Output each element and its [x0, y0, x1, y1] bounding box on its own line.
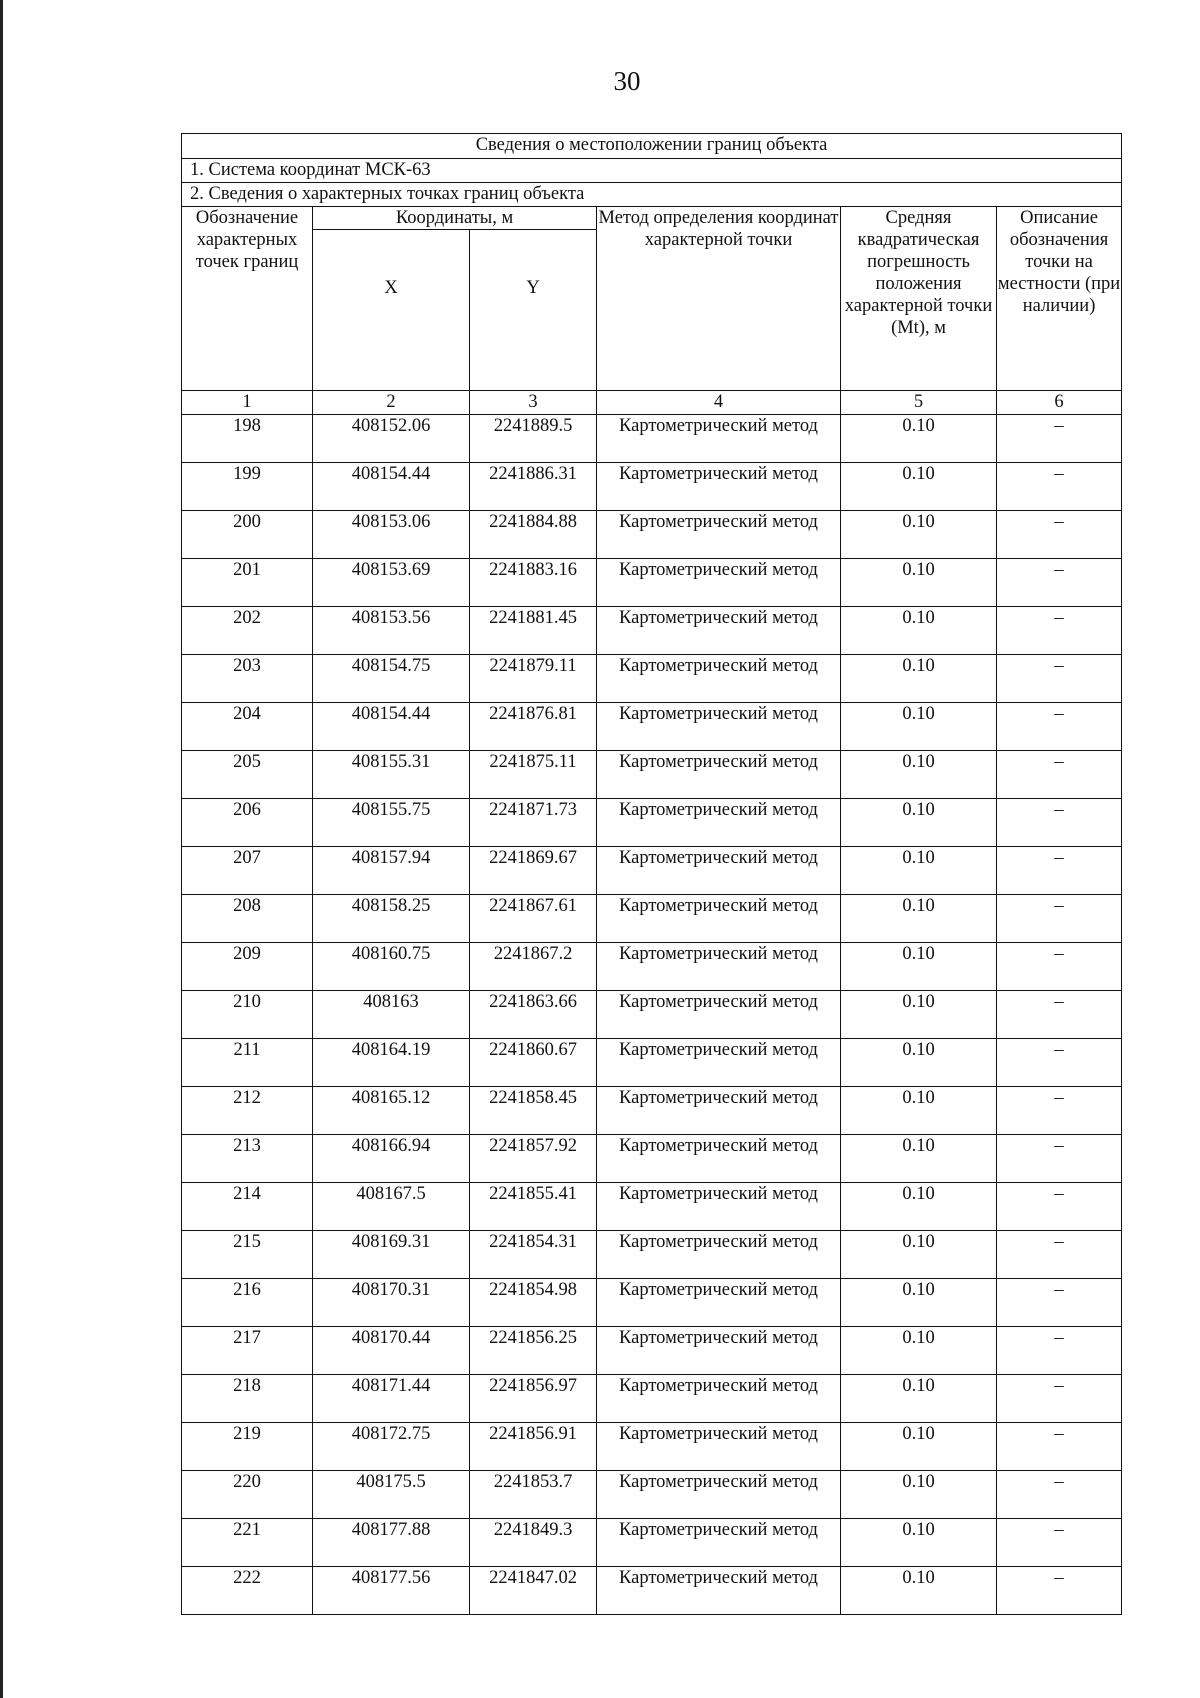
mean-error-cell: 0.10: [841, 1567, 997, 1615]
header-point-id: Обозначение характерных точек границ: [182, 207, 313, 391]
table-row: [182, 1135, 1122, 1183]
description-cell: –: [997, 607, 1122, 655]
table-row: [182, 991, 1122, 1039]
point-id-cell: 204: [182, 703, 313, 751]
y-coordinate-cell: 2241875.11: [470, 751, 597, 799]
description-cell: –: [997, 799, 1122, 847]
table-row: [182, 1375, 1122, 1423]
table-row: [182, 847, 1122, 895]
column-numbers-row: [182, 391, 1122, 415]
table-row: [182, 1087, 1122, 1135]
method-cell: Картометрический метод: [597, 1087, 841, 1135]
y-coordinate-cell: 2241863.66: [470, 991, 597, 1039]
x-coordinate-cell: 408165.12: [313, 1087, 470, 1135]
mean-error-cell: 0.10: [841, 799, 997, 847]
mean-error-cell: 0.10: [841, 1279, 997, 1327]
method-cell: Картометрический метод: [597, 1183, 841, 1231]
x-coordinate-cell: 408169.31: [313, 1231, 470, 1279]
x-coordinate-cell: 408164.19: [313, 1039, 470, 1087]
x-coordinate-cell: 408153.06: [313, 511, 470, 559]
table-row: [182, 415, 1122, 463]
x-coordinate-cell: 408153.69: [313, 559, 470, 607]
point-id-cell: 215: [182, 1231, 313, 1279]
method-cell: Картометрический метод: [597, 1567, 841, 1615]
method-cell: Картометрический метод: [597, 1231, 841, 1279]
y-coordinate-cell: 2241854.98: [470, 1279, 597, 1327]
table-row: [182, 703, 1122, 751]
x-coordinate-cell: 408175.5: [313, 1471, 470, 1519]
x-coordinate-cell: 408166.94: [313, 1135, 470, 1183]
y-coordinate-cell: 2241886.31: [470, 463, 597, 511]
table-row: [182, 1039, 1122, 1087]
mean-error-cell: 0.10: [841, 511, 997, 559]
x-coordinate-cell: 408177.88: [313, 1519, 470, 1567]
mean-error-cell: 0.10: [841, 1231, 997, 1279]
description-cell: –: [997, 895, 1122, 943]
description-cell: –: [997, 1375, 1122, 1423]
description-cell: –: [997, 847, 1122, 895]
method-cell: Картометрический метод: [597, 415, 841, 463]
table-row: [182, 607, 1122, 655]
y-coordinate-cell: 2241871.73: [470, 799, 597, 847]
x-coordinate-cell: 408160.75: [313, 943, 470, 991]
header-method: Метод определения координат характерной точки: [597, 207, 841, 391]
description-cell: –: [997, 1039, 1122, 1087]
method-cell: Картометрический метод: [597, 847, 841, 895]
mean-error-cell: 0.10: [841, 847, 997, 895]
header-y: [470, 230, 597, 391]
table-row: [182, 511, 1122, 559]
mean-error-cell: 0.10: [841, 655, 997, 703]
description-cell: –: [997, 463, 1122, 511]
method-cell: Картометрический метод: [597, 751, 841, 799]
point-id-cell: 209: [182, 943, 313, 991]
y-coordinate-cell: 2241889.5: [470, 415, 597, 463]
table-row: [182, 895, 1122, 943]
description-cell: –: [997, 511, 1122, 559]
header-x: [313, 230, 470, 391]
column-number: 1: [182, 391, 313, 415]
point-id-cell: 201: [182, 559, 313, 607]
boundary-points-table: [181, 133, 1122, 1615]
x-coordinate-cell: 408170.44: [313, 1327, 470, 1375]
mean-error-cell: 0.10: [841, 415, 997, 463]
y-coordinate-cell: 2241883.16: [470, 559, 597, 607]
point-id-cell: 221: [182, 1519, 313, 1567]
table-row: [182, 1519, 1122, 1567]
mean-error-cell: 0.10: [841, 1519, 997, 1567]
header-y-label: Y: [526, 278, 540, 298]
table-row: [182, 1471, 1122, 1519]
mean-error-cell: 0.10: [841, 463, 997, 511]
point-id-cell: 222: [182, 1567, 313, 1615]
column-number: 6: [997, 391, 1122, 415]
mean-error-cell: 0.10: [841, 607, 997, 655]
mean-error-cell: 0.10: [841, 1087, 997, 1135]
page-number: 30: [613, 66, 641, 96]
table-row: [182, 463, 1122, 511]
point-id-cell: 203: [182, 655, 313, 703]
mean-error-cell: 0.10: [841, 703, 997, 751]
y-coordinate-cell: 2241860.67: [470, 1039, 597, 1087]
method-cell: Картометрический метод: [597, 511, 841, 559]
y-coordinate-cell: 2241867.2: [470, 943, 597, 991]
mean-error-cell: 0.10: [841, 751, 997, 799]
y-coordinate-cell: 2241884.88: [470, 511, 597, 559]
mean-error-cell: 0.10: [841, 559, 997, 607]
x-coordinate-cell: 408157.94: [313, 847, 470, 895]
method-cell: Картометрический метод: [597, 991, 841, 1039]
header-mean-error: Средняя квадратическая погрешность положения характерной точки (Mt), м: [841, 207, 997, 391]
page-left-edge: [0, 0, 3, 1698]
method-cell: Картометрический метод: [597, 655, 841, 703]
method-cell: Картометрический метод: [597, 703, 841, 751]
x-coordinate-cell: 408155.31: [313, 751, 470, 799]
x-coordinate-cell: 408172.75: [313, 1423, 470, 1471]
y-coordinate-cell: 2241857.92: [470, 1135, 597, 1183]
mean-error-cell: 0.10: [841, 1423, 997, 1471]
mean-error-cell: 0.10: [841, 943, 997, 991]
method-cell: Картометрический метод: [597, 1039, 841, 1087]
description-cell: –: [997, 943, 1122, 991]
description-cell: –: [997, 415, 1122, 463]
mean-error-cell: 0.10: [841, 1039, 997, 1087]
x-coordinate-cell: 408170.31: [313, 1279, 470, 1327]
description-cell: –: [997, 1423, 1122, 1471]
x-coordinate-cell: 408171.44: [313, 1375, 470, 1423]
description-cell: –: [997, 1567, 1122, 1615]
column-number: 3: [470, 391, 597, 415]
table-row: [182, 1423, 1122, 1471]
method-cell: Картометрический метод: [597, 1327, 841, 1375]
y-coordinate-cell: 2241876.81: [470, 703, 597, 751]
y-coordinate-cell: 2241867.61: [470, 895, 597, 943]
x-coordinate-cell: 408167.5: [313, 1183, 470, 1231]
description-cell: –: [997, 1519, 1122, 1567]
points-section-label: 2. Сведения о характерных точках границ объекта: [182, 183, 1122, 207]
description-cell: –: [997, 1135, 1122, 1183]
x-coordinate-cell: 408163: [313, 991, 470, 1039]
y-coordinate-cell: 2241879.11: [470, 655, 597, 703]
table-row: [182, 1279, 1122, 1327]
y-coordinate-cell: 2241847.02: [470, 1567, 597, 1615]
mean-error-cell: 0.10: [841, 1327, 997, 1375]
method-cell: Картометрический метод: [597, 1471, 841, 1519]
point-id-cell: 199: [182, 463, 313, 511]
point-id-cell: 219: [182, 1423, 313, 1471]
x-coordinate-cell: 408155.75: [313, 799, 470, 847]
table-title-row: [182, 134, 1122, 159]
y-coordinate-cell: 2241855.41: [470, 1183, 597, 1231]
header-description: Описание обозначения точки на местности (при наличии): [997, 207, 1122, 391]
mean-error-cell: 0.10: [841, 1375, 997, 1423]
description-cell: –: [997, 1327, 1122, 1375]
point-id-cell: 200: [182, 511, 313, 559]
method-cell: Картометрический метод: [597, 1135, 841, 1183]
method-cell: Картометрический метод: [597, 1519, 841, 1567]
description-cell: –: [997, 703, 1122, 751]
header-x-label: X: [384, 278, 398, 298]
point-id-cell: 205: [182, 751, 313, 799]
y-coordinate-cell: 2241856.25: [470, 1327, 597, 1375]
y-coordinate-cell: 2241869.67: [470, 847, 597, 895]
point-id-cell: 213: [182, 1135, 313, 1183]
x-coordinate-cell: 408154.44: [313, 703, 470, 751]
point-id-cell: 211: [182, 1039, 313, 1087]
header-row: [182, 207, 1122, 230]
table-row: [182, 943, 1122, 991]
x-coordinate-cell: 408152.06: [313, 415, 470, 463]
point-id-cell: 218: [182, 1375, 313, 1423]
x-coordinate-cell: 408158.25: [313, 895, 470, 943]
method-cell: Картометрический метод: [597, 1375, 841, 1423]
description-cell: –: [997, 1231, 1122, 1279]
y-coordinate-cell: 2241853.7: [470, 1471, 597, 1519]
point-id-cell: 220: [182, 1471, 313, 1519]
mean-error-cell: 0.10: [841, 1471, 997, 1519]
y-coordinate-cell: 2241858.45: [470, 1087, 597, 1135]
description-cell: –: [997, 1087, 1122, 1135]
column-number: 2: [313, 391, 470, 415]
point-id-cell: 202: [182, 607, 313, 655]
y-coordinate-cell: 2241849.3: [470, 1519, 597, 1567]
x-coordinate-cell: 408153.56: [313, 607, 470, 655]
description-cell: –: [997, 1183, 1122, 1231]
table-row: [182, 751, 1122, 799]
mean-error-cell: 0.10: [841, 1135, 997, 1183]
method-cell: Картометрический метод: [597, 1279, 841, 1327]
method-cell: Картометрический метод: [597, 799, 841, 847]
description-cell: –: [997, 991, 1122, 1039]
section-1-row: [182, 159, 1122, 183]
table-row: [182, 1183, 1122, 1231]
description-cell: –: [997, 655, 1122, 703]
section-2-row: [182, 183, 1122, 207]
column-number: 5: [841, 391, 997, 415]
method-cell: Картометрический метод: [597, 607, 841, 655]
description-cell: –: [997, 1471, 1122, 1519]
point-id-cell: 207: [182, 847, 313, 895]
y-coordinate-cell: 2241881.45: [470, 607, 597, 655]
table-title: Сведения о местоположении границ объекта: [182, 134, 1122, 159]
table-row: [182, 655, 1122, 703]
header-coordinates: Координаты, м: [313, 207, 597, 230]
point-id-cell: 214: [182, 1183, 313, 1231]
point-id-cell: 217: [182, 1327, 313, 1375]
x-coordinate-cell: 408177.56: [313, 1567, 470, 1615]
description-cell: –: [997, 1279, 1122, 1327]
point-id-cell: 208: [182, 895, 313, 943]
column-number: 4: [597, 391, 841, 415]
mean-error-cell: 0.10: [841, 1183, 997, 1231]
y-coordinate-cell: 2241856.91: [470, 1423, 597, 1471]
method-cell: Картометрический метод: [597, 559, 841, 607]
method-cell: Картометрический метод: [597, 895, 841, 943]
y-coordinate-cell: 2241854.31: [470, 1231, 597, 1279]
coordinate-system-label: 1. Система координат МСК-63: [182, 159, 1122, 183]
table-row: [182, 1231, 1122, 1279]
x-coordinate-cell: 408154.75: [313, 655, 470, 703]
point-id-cell: 210: [182, 991, 313, 1039]
y-coordinate-cell: 2241856.97: [470, 1375, 597, 1423]
table-row: [182, 1327, 1122, 1375]
table-row: [182, 1567, 1122, 1615]
point-id-cell: 212: [182, 1087, 313, 1135]
x-coordinate-cell: 408154.44: [313, 463, 470, 511]
table-row: [182, 559, 1122, 607]
mean-error-cell: 0.10: [841, 895, 997, 943]
description-cell: –: [997, 559, 1122, 607]
description-cell: –: [997, 751, 1122, 799]
method-cell: Картометрический метод: [597, 1423, 841, 1471]
point-id-cell: 198: [182, 415, 313, 463]
point-id-cell: 216: [182, 1279, 313, 1327]
mean-error-cell: 0.10: [841, 991, 997, 1039]
table-row: [182, 799, 1122, 847]
point-id-cell: 206: [182, 799, 313, 847]
method-cell: Картометрический метод: [597, 463, 841, 511]
method-cell: Картометрический метод: [597, 943, 841, 991]
